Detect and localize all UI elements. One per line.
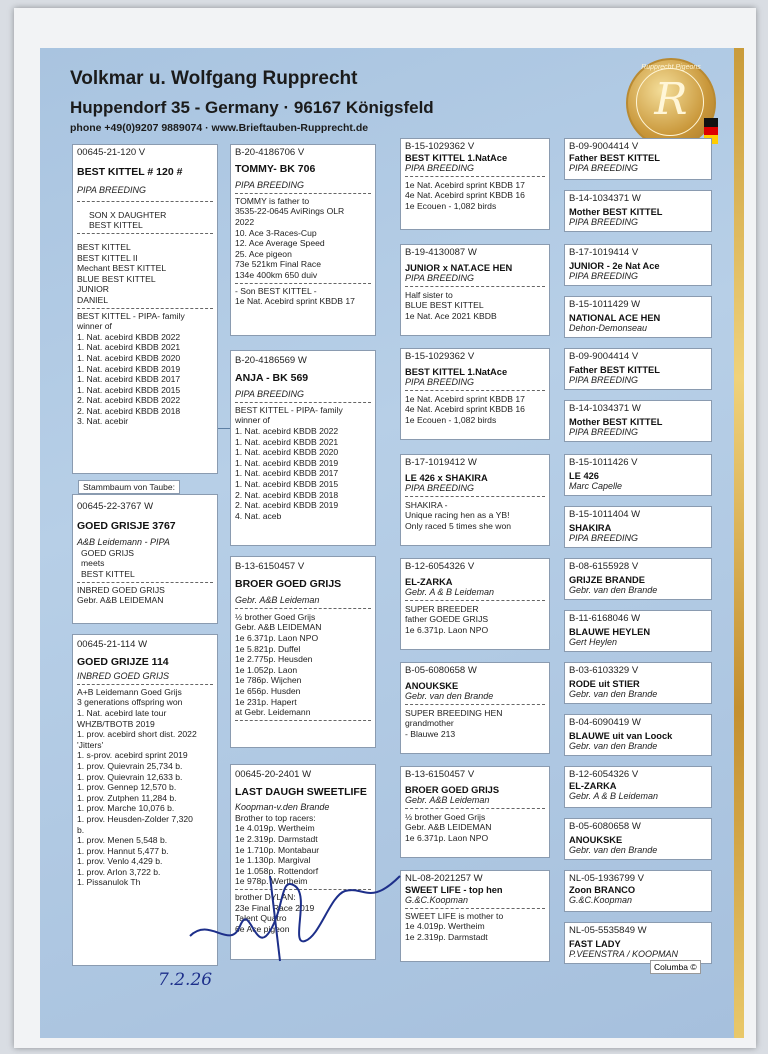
ring-number: B-15-1011429 W [569, 299, 641, 310]
text-line: 2022 [235, 216, 255, 227]
text-line: father GOEDE GRIJS [405, 614, 489, 625]
text-line: 4e Nat. Acebird sprint KBDB 16 [405, 404, 525, 415]
pigeon-card-gg4 [564, 296, 712, 338]
text-line: 1e 5.821p. Duffel [235, 643, 301, 654]
pigeon-name: ANJA - BK 569 [235, 371, 309, 384]
breeder: PIPA BREEDING [569, 163, 639, 174]
text-line: 1e 4.019p. Wertheim [405, 921, 485, 932]
pigeon-name: SHAKIRA [569, 522, 612, 533]
text-line: 1e Nat. Acebird sprint KBDB 17 [405, 393, 525, 404]
text-line: 1. Nat. acebird KBDB 2015 [77, 384, 181, 395]
pigeon-name: ANOUKSKE [569, 834, 623, 845]
text-line: 3535-22-0645 AviRings OLR [235, 206, 345, 217]
pedigree-sheet [40, 48, 738, 1038]
text-line: brother DYLAN: [235, 891, 296, 902]
text-line: BEST KITTEL [77, 241, 131, 252]
text-line: BEST KITTEL [89, 220, 143, 231]
ring-number: B-13-6150457 V [235, 561, 305, 572]
ring-number: B-04-6090419 W [569, 717, 641, 728]
text-line: 1. prov. Quievrain 12,633 b. [77, 771, 183, 782]
text-line: 1e Ecouen - 1,082 birds [405, 200, 497, 211]
breeder: Koopman-v.den Brande [235, 802, 330, 813]
breeder: PIPA BREEDING [77, 185, 147, 196]
text-line: 1. Nat. acebird KBDB 2021 [235, 436, 339, 447]
ring-number: B-03-6103329 V [569, 665, 639, 676]
text-line: BLUE BEST KITTEL [405, 300, 484, 311]
pigeon-card-gg7 [564, 454, 712, 496]
divider [77, 582, 213, 583]
text-line: 'Jitters' [77, 739, 104, 750]
text-line: Gebr. A&B LEIDEMAN [405, 822, 492, 833]
text-line: 1e 1.130p. Margival [235, 855, 311, 866]
text-line: winner of [77, 321, 112, 332]
divider [77, 233, 213, 234]
text-line: BLUE BEST KITTEL [77, 273, 156, 284]
pigeon-card-gg5 [564, 348, 712, 390]
text-line: GOED GRIJS [81, 547, 135, 558]
text-line: 1. Nat. acebird KBDB 2017 [235, 468, 339, 479]
text-line: BEST KITTEL - PIPA- family [235, 404, 343, 415]
text-line: 1e 4.019p. Wertheim [235, 823, 315, 834]
text-line: 1e 2.319p. Darmstadt [405, 931, 488, 942]
breeder: Gebr. A&B Leideman [235, 595, 320, 606]
pigeon-card-c2 [230, 350, 376, 546]
pigeon-name: BLAUWE HEYLEN [569, 626, 651, 637]
pigeon-name: SWEET LIFE - top hen [405, 884, 503, 895]
pigeon-card-g7 [400, 766, 550, 858]
breeder: Gebr. van den Brande [569, 689, 658, 700]
ring-number: NL-05-5535849 W [569, 925, 647, 936]
pigeon-name: NATIONAL ACE HEN [569, 312, 661, 323]
text-line: at Gebr. Leidemann [235, 707, 311, 718]
pigeon-card-gg13 [564, 766, 712, 808]
breeder: PIPA BREEDING [569, 427, 639, 438]
text-line: 1. Nat. acebird KBDB 2022 [77, 331, 181, 342]
text-line: 1. Nat. acebird KBDB 2021 [77, 342, 181, 353]
text-line: INBRED GOED GRIJS [77, 584, 165, 595]
text-line: 1e Ecouen - 1,082 birds [405, 414, 497, 425]
breeder: PIPA BREEDING [235, 389, 305, 400]
pigeon-name: Mother BEST KITTEL [569, 206, 663, 217]
pigeon-card-g4 [400, 454, 550, 546]
text-line: 1e 231p. Hapert [235, 696, 297, 707]
text-line: 4. Nat. aceb [235, 510, 282, 521]
text-line: 1. prov. Quievrain 25,734 b. [77, 760, 183, 771]
pigeon-card-gg12 [564, 714, 712, 756]
pigeon-name: BEST KITTEL 1.NatAce [405, 152, 508, 163]
breeder: INBRED GOED GRIJS [77, 671, 170, 682]
pigeon-name: Zoon BRANCO [569, 884, 636, 895]
text-line: 1. Nat. acebird KBDB 2015 [235, 478, 339, 489]
text-line: 1e Nat. Acebird sprint KBDB 17 [235, 296, 355, 307]
pigeon-card-g5 [400, 558, 550, 650]
breeder: PIPA BREEDING [569, 217, 639, 228]
ring-number: B-14-1034371 W [569, 193, 641, 204]
text-line: Unique racing hen as a YB! [405, 510, 510, 521]
divider [405, 808, 545, 809]
text-line: 1. prov. Menen 5,548 b. [77, 835, 168, 846]
pigeon-name: Father BEST KITTEL [569, 152, 660, 163]
text-line: DANIEL [77, 294, 109, 305]
text-line: JUNIOR [77, 284, 109, 295]
pigeon-card-c3 [230, 556, 376, 748]
columba-credit: Columba © [650, 960, 701, 974]
divider [405, 176, 545, 177]
breeder: P.VEENSTRA / KOOPMAN [569, 949, 679, 960]
ring-number: B-12-6054326 V [569, 769, 639, 780]
ring-number: B-20-4186706 V [235, 147, 305, 158]
divider [77, 308, 213, 309]
text-line: SHAKIRA - [405, 499, 448, 510]
ring-number: B-19-4130087 W [405, 247, 477, 258]
pigeon-card-gg11 [564, 662, 712, 704]
breeder: G.&C.Koopman [569, 895, 633, 906]
text-line: Gebr. A&B LEIDEMAN [77, 595, 164, 606]
text-line: 2. Nat. acebird KBDB 2018 [77, 405, 181, 416]
text-line: 1. Nat. acebird late tour [77, 707, 167, 718]
text-line: 1e 1.710p. Montabaur [235, 844, 320, 855]
pigeon-name: Father BEST KITTEL [569, 364, 660, 375]
text-line: winner of [235, 415, 270, 426]
pigeon-name: Mother BEST KITTEL [569, 416, 663, 427]
text-line: 1e 6.371p. Laon NPO [405, 624, 489, 635]
text-line: 6e Ace pigeon [235, 923, 290, 934]
pigeon-card-gg8 [564, 506, 712, 548]
text-line: 23e Final Race 2019 [235, 902, 315, 913]
text-line: 1. prov. Hannut 5,477 b. [77, 845, 169, 856]
divider [405, 390, 545, 391]
pigeon-card-g2 [400, 244, 550, 336]
pigeon-name: BEST KITTEL # 120 # [77, 165, 183, 178]
text-line: BEST KITTEL [81, 568, 135, 579]
pigeon-name: JUNIOR - 2e Nat Ace [569, 260, 660, 271]
text-line: SUPER BREEDER [405, 603, 479, 614]
divider [235, 402, 371, 403]
breeder: Gebr. van den Brande [405, 691, 494, 702]
text-line: 1. prov. Zutphen 11,284 b. [77, 792, 177, 803]
pigeon-name: GOED GRIJZE 114 [77, 655, 169, 668]
ring-number: 00645-20-2401 W [235, 769, 312, 780]
pigeon-card-gg15 [564, 870, 712, 912]
ring-number: B-09-9004414 V [569, 141, 639, 152]
pigeon-name: BROER GOED GRIJS [405, 784, 500, 795]
pigeon-name: GOED GRISJE 3767 [77, 519, 176, 532]
ring-number: B-09-9004414 V [569, 351, 639, 362]
divider [405, 704, 545, 705]
text-line: 1e 2.775p. Heusden [235, 654, 313, 665]
text-line: grandmother [405, 718, 454, 729]
pigeon-card-gg14 [564, 818, 712, 860]
ring-number: 00645-21-120 V [77, 147, 146, 158]
pigeon-card-main [72, 144, 218, 474]
text-line: TOMMY is father to [235, 195, 310, 206]
pigeon-card-gg16 [564, 922, 712, 964]
gold-edge [734, 48, 744, 1038]
pigeon-card-gg2 [564, 190, 712, 232]
ring-number: 00645-22-3767 W [77, 501, 154, 512]
ring-number: B-14-1034371 W [569, 403, 641, 414]
ring-number: B-15-1011426 V [569, 457, 638, 468]
divider [77, 684, 213, 685]
text-line: Only raced 5 times she won [405, 520, 512, 531]
text-line: 10. Ace 3-Races-Cup [235, 227, 317, 238]
ring-number: B-08-6155928 V [569, 561, 639, 572]
divider [77, 201, 213, 202]
breeder: Gebr. van den Brande [569, 845, 658, 856]
text-line: 3 generations offspring won [77, 697, 183, 708]
pigeon-card-gg3 [564, 244, 712, 286]
divider [405, 286, 545, 287]
text-line: SUPER BREEDING HEN [405, 707, 503, 718]
text-line: 73e 521km Final Race [235, 259, 321, 270]
header-contact: phone +49(0)9207 9889074 · www.Brieftauben-Rupprecht.de [70, 122, 369, 134]
text-line: 25. Ace pigeon [235, 248, 292, 259]
pigeon-name: LAST DAUGH SWEETLIFE [235, 785, 367, 798]
text-line: SON X DAUGHTER [89, 209, 167, 220]
text-line: 1. Nat. acebird KBDB 2020 [77, 352, 181, 363]
ring-number: B-12-6054326 V [405, 561, 475, 572]
text-line: 2. Nat. acebird KBDB 2019 [235, 500, 339, 511]
text-line: ½ brother Goed Grijs [405, 811, 486, 822]
ring-number: B-17-1019414 V [569, 247, 639, 258]
pigeon-name: BROER GOED GRIJS [235, 577, 342, 590]
text-line: 1. s-prov. acebird sprint 2019 [77, 750, 188, 761]
breeder: PIPA BREEDING [405, 377, 475, 388]
breeder: Gert Heylen [569, 637, 618, 648]
pigeon-card-dam [72, 494, 218, 624]
text-line: Brother to top racers: [235, 812, 316, 823]
handwritten-date: 7.2.26 [158, 970, 213, 990]
text-line: 1e 6.371p. Laon NPO [405, 832, 489, 843]
connector [216, 428, 230, 429]
pigeon-name: TOMMY- BK 706 [235, 162, 316, 175]
ring-number: B-17-1019412 W [405, 457, 477, 468]
divider [405, 908, 545, 909]
text-line: WHZB/TBOTB 2019 [77, 718, 155, 729]
ring-number: NL-05-1936799 V [569, 873, 644, 884]
pigeon-card-gg1 [564, 138, 712, 180]
text-line: 1. prov. acebird short dist. 2022 [77, 729, 197, 740]
breeder: PIPA BREEDING [569, 375, 639, 386]
text-line: 1. prov. Arlon 3,722 b. [77, 866, 161, 877]
text-line: 134e 400km 650 duiv [235, 269, 318, 280]
text-line: 12. Ace Average Speed [235, 238, 325, 249]
breeder: PIPA BREEDING [235, 180, 305, 191]
text-line: ½ brother Goed Grijs [235, 611, 316, 622]
divider [235, 720, 371, 721]
header-name: Volkmar u. Wolfgang Rupprecht [70, 68, 358, 89]
text-line: 1. Pissanulok Th [77, 877, 141, 888]
text-line: Mechant BEST KITTEL [77, 263, 167, 274]
text-line: 4e Nat. Acebird sprint KBDB 16 [405, 190, 525, 201]
ring-number: B-20-4186569 W [235, 355, 307, 366]
ring-number: B-05-6080658 W [569, 821, 641, 832]
pigeon-name: BEST KITTEL 1.NatAce [405, 366, 508, 377]
pigeon-name: ANOUKSKE [405, 680, 459, 691]
breeder: PIPA BREEDING [405, 273, 475, 284]
text-line: 1. Nat. acebird KBDB 2019 [77, 363, 181, 374]
text-line: 1. prov. Venlo 4,429 b. [77, 856, 163, 867]
pigeon-card-g6 [400, 662, 550, 754]
pigeon-name: GRIJZE BRANDE [569, 574, 645, 585]
text-line: 1e Nat. Ace 2021 KBDB [405, 310, 497, 321]
divider [235, 608, 371, 609]
text-line: 2. Nat. acebird KBDB 2018 [235, 489, 339, 500]
text-line: 1. Nat. acebird KBDB 2017 [77, 374, 181, 385]
ring-number: B-13-6150457 V [405, 769, 475, 780]
text-line: 1e 2.319p. Darmstadt [235, 833, 318, 844]
pigeon-card-g3 [400, 348, 550, 440]
breeder: Gebr. van den Brande [569, 741, 658, 752]
pigeon-card-gg10 [564, 610, 712, 652]
breeder: PIPA BREEDING [405, 163, 475, 174]
breeder: Gebr. van den Brande [569, 585, 658, 596]
stammbaum-caption: Stammbaum von Taube: [78, 480, 180, 494]
ring-number: B-15-1029362 V [405, 141, 475, 152]
paper-sheet [14, 8, 756, 1048]
text-line: 3. Nat. acebir [77, 416, 129, 427]
text-line: 1. Nat. acebird KBDB 2020 [235, 447, 339, 458]
text-line: 1. Nat. acebird KBDB 2022 [235, 425, 339, 436]
breeder: PIPA BREEDING [569, 271, 639, 282]
text-line: - Blauwe 213 [405, 728, 456, 739]
breeder: PIPA BREEDING [405, 483, 475, 494]
text-line: meets [81, 558, 105, 569]
divider [235, 193, 371, 194]
breeder: Marc Capelle [569, 481, 623, 492]
pigeon-card-c1 [230, 144, 376, 336]
breeder: Dehon-Demonseau [569, 323, 648, 334]
divider [405, 600, 545, 601]
logo-letter: R [654, 74, 688, 125]
pigeon-name: JUNIOR x NAT.ACE HEN [405, 262, 513, 273]
breeder: Gebr. A & B Leideman [569, 791, 659, 802]
pigeon-name: EL-ZARKA [405, 576, 453, 587]
breeder: A&B Leidemann - PIPA [77, 537, 170, 548]
breeder: G.&C.Koopman [405, 895, 469, 906]
ring-number: NL-08-2021257 W [405, 873, 483, 884]
text-line: b. [77, 824, 85, 835]
text-line: 1. prov. Gennep 12,570 b. [77, 782, 177, 793]
text-line: 1. Nat. acebird KBDB 2019 [235, 457, 339, 468]
text-line: 1e 1.052p. Laon [235, 664, 298, 675]
text-line: 1e 656p. Husden [235, 685, 301, 696]
text-line: 1e 6.371p. Laon NPO [235, 632, 319, 643]
text-line: SWEET LIFE is mother to [405, 910, 504, 921]
text-line: A+B Leidemann Goed Grijs [77, 686, 182, 697]
pigeon-name: FAST LADY [569, 938, 621, 949]
text-line: Gebr. A&B LEIDEMAN [235, 622, 322, 633]
text-line: 1e 786p. Wijchen [235, 675, 302, 686]
ring-number: 00645-21-114 W [77, 639, 148, 650]
text-line: 1e Nat. Acebird sprint KBDB 17 [405, 179, 525, 190]
text-line: 1e 1.058p. Rottendorf [235, 865, 319, 876]
logo-text: Rupprecht Pigeons [641, 64, 701, 71]
text-line: 1e 978p. Wertheim [235, 876, 308, 887]
text-line: - Son BEST KITTEL - [235, 285, 317, 296]
text-line: Talent Quatro [235, 913, 287, 924]
breeder: Gebr. A & B Leideman [405, 587, 495, 598]
ring-number: B-15-1029362 V [405, 351, 475, 362]
ring-number: B-11-6168046 W [569, 613, 641, 624]
text-line: 2. Nat. acebird KBDB 2022 [77, 395, 181, 406]
divider [405, 496, 545, 497]
text-line: 1. prov. Heusden-Zolder 7,320 [77, 813, 193, 824]
text-line: BEST KITTEL - PIPA- family [77, 310, 185, 321]
rupprecht-logo [626, 58, 716, 148]
pigeon-card-gg6 [564, 400, 712, 442]
pigeon-name: LE 426 [569, 470, 599, 481]
text-line: BEST KITTEL II [77, 252, 138, 263]
signature [170, 856, 410, 966]
header-address: Huppendorf 35 - Germany · 96167 Königsfeld [70, 98, 434, 117]
ring-number: B-05-6080658 W [405, 665, 477, 676]
pigeon-card-g8 [400, 870, 550, 962]
pigeon-card-gg9 [564, 558, 712, 600]
pigeon-name: BLAUWE uit van Loock [569, 730, 673, 741]
text-line: Half sister to [405, 289, 453, 300]
divider [235, 283, 371, 284]
breeder: PIPA BREEDING [569, 533, 639, 544]
breeder: Gebr. A&B Leideman [405, 795, 490, 806]
ring-number: B-15-1011404 W [569, 509, 641, 520]
pigeon-name: EL-ZARKA [569, 780, 617, 791]
pigeon-card-g1 [400, 138, 550, 230]
pigeon-name: LE 426 x SHAKIRA [405, 472, 488, 483]
pigeon-name: RODE uit STIER [569, 678, 640, 689]
text-line: 1. prov. Marche 10,076 b. [77, 803, 175, 814]
